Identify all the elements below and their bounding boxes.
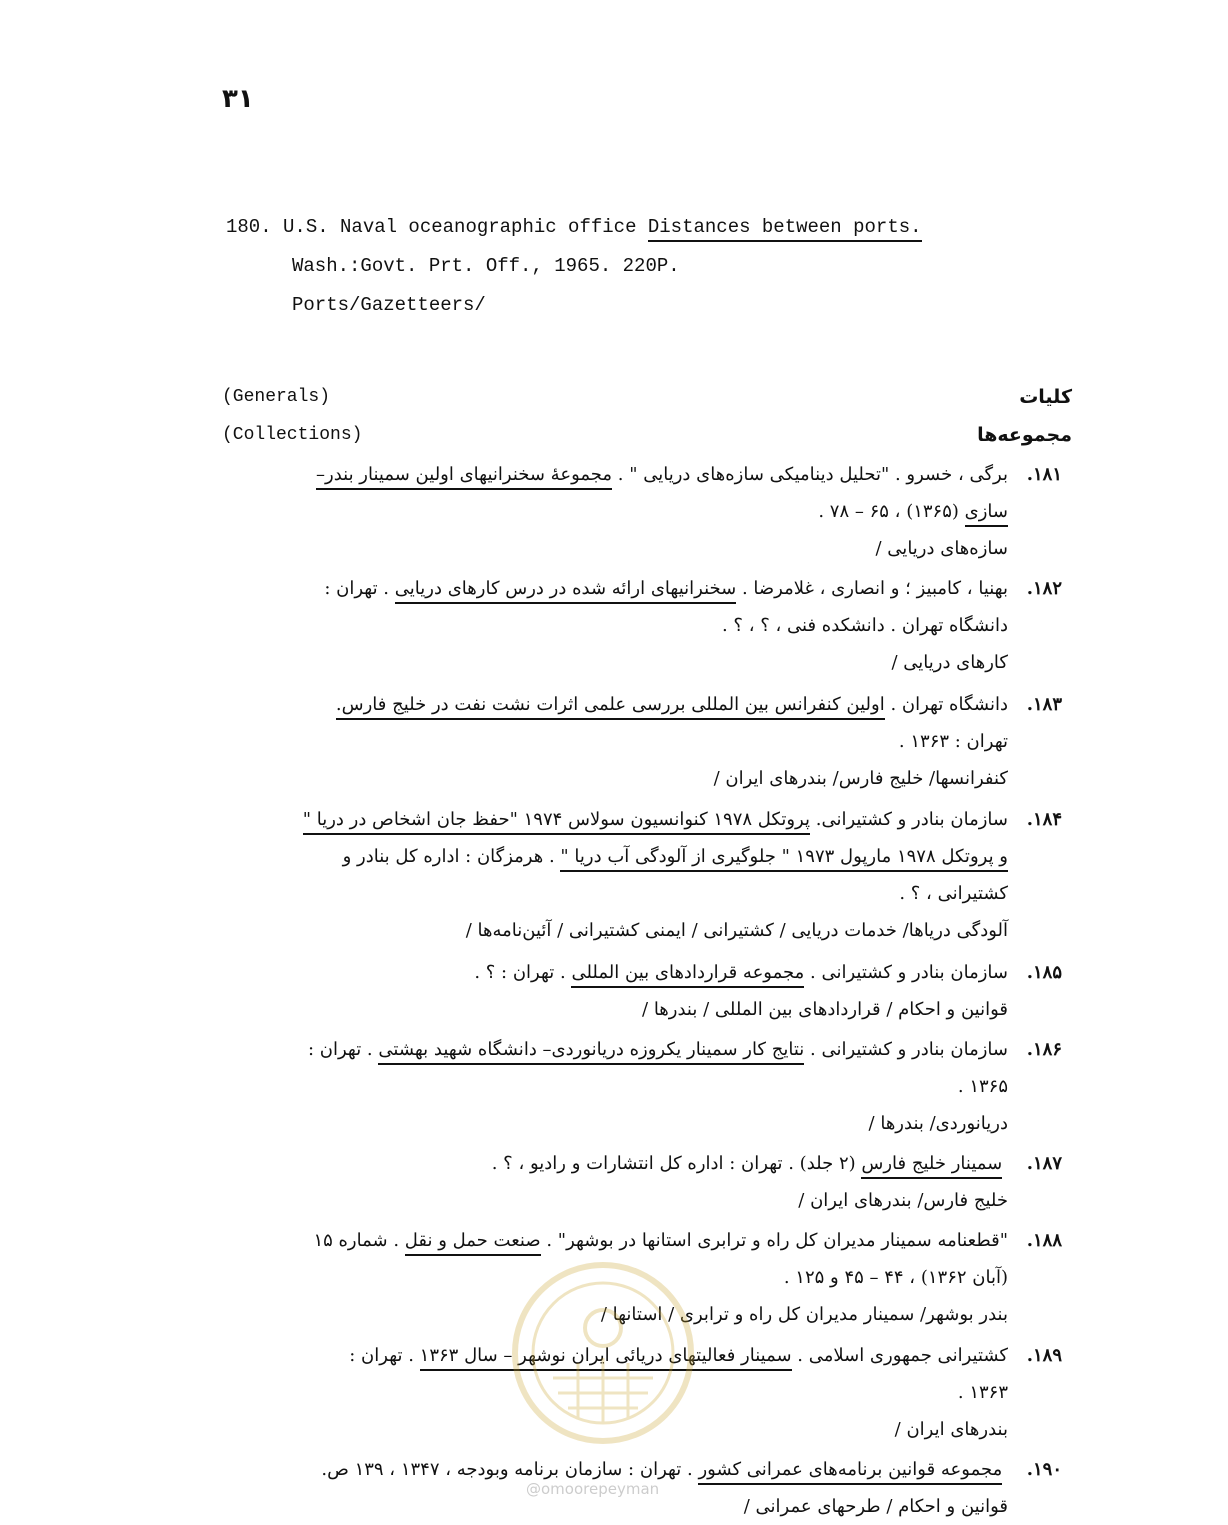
entry-title: نتایج کار سمینار یکروزه دریانوردی– دانشگاه شهید بهشتی bbox=[378, 1039, 804, 1065]
entry-imprint: . هرمزگان : اداره کل بنادر و bbox=[342, 846, 561, 867]
bibliography-entry bbox=[212, 570, 1062, 681]
entry-text: ۱۳۶۵ . bbox=[957, 1076, 1008, 1097]
entry-imprint: (۱۳۶۵) ، ۶۵ – ۷۸ . bbox=[818, 501, 965, 522]
english-entry-line: Wash.:Govt. Prt. Off., 1965. 220P. bbox=[292, 255, 680, 277]
entry-imprint: . تهران : bbox=[307, 1039, 379, 1060]
entry-text: (آبان ۱۳۶۲) ، ۴۴ – ۴۵ و ۱۲۵ . bbox=[783, 1267, 1008, 1288]
entry-author: کشتیرانی جمهوری اسلامی . bbox=[797, 1345, 1008, 1366]
entry-imprint: . تهران : bbox=[349, 1345, 420, 1366]
entry-subject-headings bbox=[212, 991, 1062, 1028]
entry-continuation-line bbox=[212, 875, 1062, 912]
entry-continuation-line bbox=[212, 607, 1062, 644]
entry-text: تهران : ۱۳۶۳ . bbox=[898, 731, 1008, 752]
entry-first-line bbox=[212, 1145, 1062, 1182]
english-entry-line bbox=[226, 208, 922, 247]
entry-subjects: کنفرانسها/ خلیج فارس/ بندرهای ایران / bbox=[713, 768, 1008, 789]
watermark-text: @omoorepeyman bbox=[526, 1480, 660, 1498]
entry-first-line bbox=[212, 456, 1062, 493]
entry-subjects: بندرهای ایران / bbox=[894, 1419, 1008, 1440]
entry-number: ۱۹۰. bbox=[1026, 1459, 1062, 1480]
entry-imprint: . تهران : سازمان برنامه وبودجه ، ۱۳۴۷ ، ۱۳۹ ص. bbox=[321, 1459, 699, 1480]
entry-number: ۱۸۷. bbox=[1026, 1153, 1062, 1174]
bibliography-entry bbox=[212, 456, 1062, 567]
entry-number: ۱۸۹. bbox=[1026, 1345, 1062, 1366]
english-entry-line: Ports/Gazetteers/ bbox=[292, 294, 486, 316]
section-heading-en: (Generals) bbox=[222, 387, 331, 407]
entry-imprint: . تهران : ؟ . bbox=[474, 962, 572, 983]
entry-subjects: بندر بوشهر/ سمینار مدیران کل راه و ترابری / استانها / bbox=[600, 1304, 1008, 1325]
bibliography-entry bbox=[212, 686, 1062, 797]
entry-subject-headings bbox=[212, 760, 1062, 797]
bibliography-entry bbox=[212, 954, 1062, 1028]
entry-subject-headings bbox=[212, 1105, 1062, 1142]
entry-author: بهنیا ، کامبیز ؛ و انصاری ، غلامرضا . bbox=[741, 578, 1008, 599]
entry-first-line bbox=[212, 570, 1062, 607]
entry-text: دانشگاه تهران . دانشکده فنی ، ؟ ، ؟ . bbox=[721, 615, 1008, 636]
entry-subject-headings bbox=[212, 644, 1062, 681]
watermark-seal bbox=[508, 1258, 698, 1448]
entry-imprint: . شماره ۱۵ bbox=[313, 1230, 405, 1251]
entry-author: سازمان بنادر و کشتیرانی . bbox=[810, 962, 1008, 983]
section-heading-fa: کلیات bbox=[1019, 386, 1072, 408]
entry-text: ۱۳۶۳ . bbox=[957, 1382, 1008, 1403]
entry-title: و پروتکل ۱۹۷۸ مارپول ۱۹۷۳ " جلوگیری از آلودگی آب دریا " bbox=[560, 846, 1008, 872]
entry-imprint: . تهران : bbox=[324, 578, 395, 599]
entry-title: سمینار فعالیتهای دریائی ایران نوشهر – سال ۱۳۶۳ bbox=[420, 1345, 792, 1371]
entry-first-line bbox=[212, 801, 1062, 838]
entry-number: ۱۸۶. bbox=[1026, 1039, 1062, 1060]
entry-number: ۱۸۳. bbox=[1026, 694, 1062, 715]
entry-continuation-line bbox=[212, 723, 1062, 760]
entry-author: دانشگاه تهران . bbox=[890, 694, 1008, 715]
entry-number: ۱۸۲. bbox=[1026, 578, 1062, 599]
section-heading-en: (Collections) bbox=[222, 425, 363, 445]
entry-title: پروتکل ۱۹۷۸ کنوانسیون سولاس ۱۹۷۴ "حفظ جان اشخاص در دریا " bbox=[303, 809, 810, 835]
entry-continuation-line bbox=[212, 838, 1062, 875]
entry-subjects: کارهای دریایی / bbox=[891, 652, 1008, 673]
entry-subject-headings bbox=[212, 912, 1062, 949]
bibliography-entry bbox=[212, 1145, 1062, 1219]
entry-title: مجموعه قراردادهای بین المللی bbox=[571, 962, 804, 988]
section-heading-collections bbox=[222, 419, 1072, 451]
entry-first-line bbox=[212, 1222, 1062, 1259]
entry-number: ۱۸۵. bbox=[1026, 962, 1062, 983]
entry-subject-headings bbox=[212, 1182, 1062, 1219]
entry-number: ۱۸۴. bbox=[1026, 809, 1062, 830]
entry-subjects: آلودگی دریاها/ خدمات دریایی / کشتیرانی / ایمنی کشتیرانی / آئین‌نامه‌ها / bbox=[465, 920, 1008, 941]
bibliography-entry bbox=[212, 1031, 1062, 1142]
entry-number: ۱۸۱. bbox=[1026, 464, 1062, 485]
entry-title: سخنرانیهای ارائه شده در درس کارهای دریایی bbox=[395, 578, 736, 604]
entry-title: سمینار خلیج فارس bbox=[861, 1153, 1002, 1179]
entry-title: مجموعهٔ سخنرانیهای اولین سمینار بندر– bbox=[316, 464, 612, 490]
entry-imprint: (۲ جلد) . تهران : اداره کل انتشارات و رادیو ، ؟ . bbox=[491, 1153, 862, 1174]
entry-author: "قطعنامه سمینار مدیران کل راه و ترابری استانها در بوشهر" . bbox=[546, 1230, 1008, 1251]
entry-title: اولین کنفرانس بین المللی بررسی علمی اثرات نشت نفت در خلیج فارس. bbox=[336, 694, 885, 720]
entry-author: برگی ، خسرو . "تحلیل دینامیکی سازه‌های دریایی " . bbox=[617, 464, 1008, 485]
entry-continuation-line bbox=[212, 1068, 1062, 1105]
entry-subjects: قوانین و احکام / قراردادهای بین المللی / بندرها / bbox=[642, 999, 1008, 1020]
section-heading-generals bbox=[222, 381, 1072, 413]
entry-subject-headings bbox=[212, 530, 1062, 567]
entry-text: کشتیرانی ، ؟ . bbox=[899, 883, 1008, 904]
entry-number: ۱۸۸. bbox=[1026, 1230, 1062, 1251]
entry-author: سازمان بنادر و کشتیرانی . bbox=[810, 1039, 1008, 1060]
entry-title: مجموعه قوانین برنامه‌های عمرانی کشور bbox=[698, 1459, 1002, 1485]
entry-first-line bbox=[212, 954, 1062, 991]
bibliography-entry bbox=[212, 801, 1062, 949]
entry-title: سازی bbox=[965, 501, 1008, 527]
section-heading-fa: مجموعه‌ها bbox=[977, 424, 1072, 446]
entry-first-line bbox=[212, 1031, 1062, 1068]
english-entry-title: Distances between ports. bbox=[648, 216, 922, 242]
english-entry-180 bbox=[226, 208, 922, 325]
entry-title: صنعت حمل و نقل bbox=[405, 1230, 541, 1256]
entry-subjects: قوانین و احکام / طرحهای عمرانی / bbox=[743, 1496, 1008, 1517]
entry-continuation-line bbox=[212, 493, 1062, 530]
entry-subjects: خلیج فارس/ بندرهای ایران / bbox=[798, 1190, 1008, 1211]
entry-subjects: دریانوردی/ بندرها / bbox=[868, 1113, 1008, 1134]
entry-author: سازمان بنادر و کشتیرانی. bbox=[815, 809, 1008, 830]
english-entry-prefix: 180. U.S. Naval oceanographic office bbox=[226, 216, 648, 238]
page-number: ۳۱ bbox=[222, 84, 254, 114]
entry-first-line bbox=[212, 686, 1062, 723]
entry-subjects: سازه‌های دریایی / bbox=[875, 538, 1008, 559]
